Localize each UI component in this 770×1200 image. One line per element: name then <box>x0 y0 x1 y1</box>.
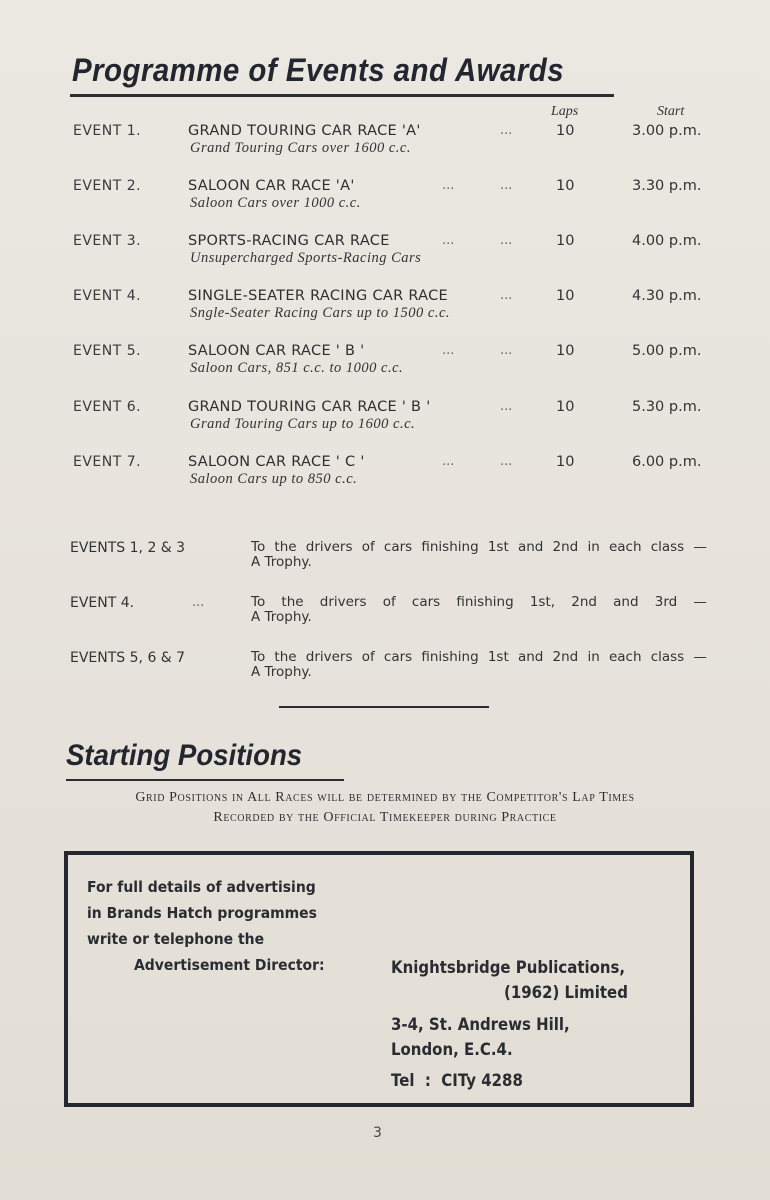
event-name: SALOON CAR RACE ' C ' <box>188 454 365 470</box>
event-class: Unsupercharged Sports-Racing Cars <box>190 250 422 266</box>
award-word: class <box>650 649 685 665</box>
ad-text-line: write or telephone the <box>87 930 265 948</box>
award-word: finishing <box>421 539 479 555</box>
award-word: cars <box>411 594 441 610</box>
ad-address-line: 3-4, St. Andrews Hill, <box>391 1015 570 1035</box>
award-word: 1st, <box>529 594 556 610</box>
award-word: 2nd <box>552 649 579 665</box>
award-line <box>251 540 707 555</box>
award-word: — <box>693 649 707 665</box>
event-class: Saloon Cars up to 850 c.c. <box>190 471 358 487</box>
award-word: in <box>587 539 600 555</box>
starting-note-line1: Grid Positions in All Races will be determined by the Competitor's Lap Times <box>135 790 635 805</box>
event-name: GRAND TOURING CAR RACE ' B ' <box>188 399 431 415</box>
award-events-label: EVENT 4. <box>70 595 135 611</box>
award-word: drivers <box>305 539 353 555</box>
award-line <box>251 595 707 610</box>
award-word: the <box>274 649 297 665</box>
leader-dots: ... <box>500 454 513 469</box>
award-word: 1st <box>487 539 509 555</box>
award-description <box>251 650 707 680</box>
leader-dots: ... <box>500 288 513 303</box>
award-word: 2nd <box>552 539 579 555</box>
event-start-time: 6.00 p.m. <box>632 454 702 470</box>
programme-title: Programme of Events and Awards <box>72 52 565 88</box>
event-start-time: 4.00 p.m. <box>632 233 702 249</box>
starting-title-underline <box>66 779 344 781</box>
award-description <box>251 540 707 570</box>
event-start-time: 4.30 p.m. <box>632 288 702 304</box>
event-laps: 10 <box>556 233 575 249</box>
ad-text-line: For full details of advertising <box>87 878 316 896</box>
award-word: in <box>587 649 600 665</box>
section-divider <box>279 706 489 708</box>
leader-dots: ... <box>500 178 513 193</box>
award-word: — <box>693 594 707 610</box>
event-row <box>0 123 770 173</box>
award-trophy: A Trophy. <box>251 554 312 570</box>
event-class: Grand Touring Cars up to 1600 c.c. <box>190 416 416 432</box>
event-number: EVENT 3. <box>73 233 142 249</box>
event-start-time: 5.00 p.m. <box>632 343 702 359</box>
award-word: of <box>361 539 375 555</box>
ad-company-name: Knightsbridge Publications, <box>391 958 626 978</box>
award-row <box>0 595 770 635</box>
ad-telephone: Tel : CITy 4288 <box>391 1071 523 1091</box>
title-underline <box>70 94 614 97</box>
award-row <box>0 650 770 690</box>
event-name: SPORTS-RACING CAR RACE <box>188 233 390 249</box>
page-number: 3 <box>373 1125 382 1141</box>
award-word: class <box>650 539 685 555</box>
award-word: To <box>251 649 266 665</box>
event-class: Grand Touring Cars over 1600 c.c. <box>190 140 411 156</box>
award-word: of <box>382 594 396 610</box>
award-word: of <box>361 649 375 665</box>
ad-director-label: Advertisement Director: <box>134 956 325 974</box>
award-trophy: A Trophy. <box>251 664 312 680</box>
leader-dots: ... <box>500 233 513 248</box>
award-word: the <box>274 539 297 555</box>
ad-company-name-2: (1962) Limited <box>504 983 628 1003</box>
award-trophy: A Trophy. <box>251 609 312 625</box>
event-number: EVENT 7. <box>73 454 142 470</box>
event-start-time: 3.30 p.m. <box>632 178 702 194</box>
leader-dots: ... <box>442 233 455 248</box>
event-class: Saloon Cars, 851 c.c. to 1000 c.c. <box>190 360 404 376</box>
event-name: SALOON CAR RACE 'A' <box>188 178 355 194</box>
event-laps: 10 <box>556 399 575 415</box>
event-number: EVENT 6. <box>73 399 142 415</box>
leader-dots: ... <box>192 595 205 610</box>
event-number: EVENT 1. <box>73 123 142 139</box>
event-row <box>0 399 770 449</box>
leader-dots: ... <box>500 399 513 414</box>
award-word: finishing <box>421 649 479 665</box>
event-number: EVENT 4. <box>73 288 142 304</box>
event-class: Sngle-Seater Racing Cars up to 1500 c.c. <box>190 305 451 321</box>
event-row <box>0 233 770 283</box>
laps-column-header: Laps <box>551 104 579 119</box>
award-word: 3rd <box>654 594 678 610</box>
event-name: SINGLE-SEATER RACING CAR RACE <box>188 288 449 304</box>
award-word: drivers <box>305 649 353 665</box>
leader-dots: ... <box>500 343 513 358</box>
award-word: cars <box>383 649 413 665</box>
event-row <box>0 288 770 338</box>
event-number: EVENT 5. <box>73 343 142 359</box>
event-laps: 10 <box>556 123 575 139</box>
award-word: To <box>251 594 266 610</box>
award-row <box>0 540 770 580</box>
award-line <box>251 650 707 665</box>
award-word: each <box>608 539 642 555</box>
award-word: and <box>613 594 639 610</box>
event-name: GRAND TOURING CAR RACE 'A' <box>188 123 421 139</box>
award-word: 2nd <box>571 594 597 610</box>
award-word: each <box>608 649 642 665</box>
event-laps: 10 <box>556 178 575 194</box>
award-word: and <box>517 539 544 555</box>
award-word: 1st <box>487 649 509 665</box>
award-word: cars <box>383 539 413 555</box>
start-column-header: Start <box>657 104 685 119</box>
award-word: To <box>251 539 266 555</box>
award-word: — <box>693 539 707 555</box>
event-row <box>0 343 770 393</box>
ad-text-line: in Brands Hatch programmes <box>87 904 317 922</box>
event-laps: 10 <box>556 288 575 304</box>
event-start-time: 5.30 p.m. <box>632 399 702 415</box>
event-start-time: 3.00 p.m. <box>632 123 702 139</box>
award-word: the <box>281 594 304 610</box>
award-word: and <box>517 649 544 665</box>
advertising-box <box>64 851 694 1107</box>
event-laps: 10 <box>556 454 575 470</box>
leader-dots: ... <box>442 178 455 193</box>
award-word: finishing <box>456 594 514 610</box>
award-events-label: EVENTS 1, 2 & 3 <box>70 540 186 556</box>
event-number: EVENT 2. <box>73 178 142 194</box>
starting-positions-title: Starting Positions <box>66 739 303 772</box>
ad-address-line: London, E.C.4. <box>391 1040 513 1060</box>
event-row <box>0 454 770 504</box>
leader-dots: ... <box>442 343 455 358</box>
leader-dots: ... <box>500 123 513 138</box>
award-events-label: EVENTS 5, 6 & 7 <box>70 650 186 666</box>
award-description <box>251 595 707 625</box>
event-name: SALOON CAR RACE ' B ' <box>188 343 365 359</box>
event-class: Saloon Cars over 1000 c.c. <box>190 195 361 211</box>
award-word: drivers <box>319 594 367 610</box>
leader-dots: ... <box>442 454 455 469</box>
event-laps: 10 <box>556 343 575 359</box>
starting-note-line2: Recorded by the Official Timekeeper during Practice <box>213 810 557 825</box>
event-row <box>0 178 770 228</box>
